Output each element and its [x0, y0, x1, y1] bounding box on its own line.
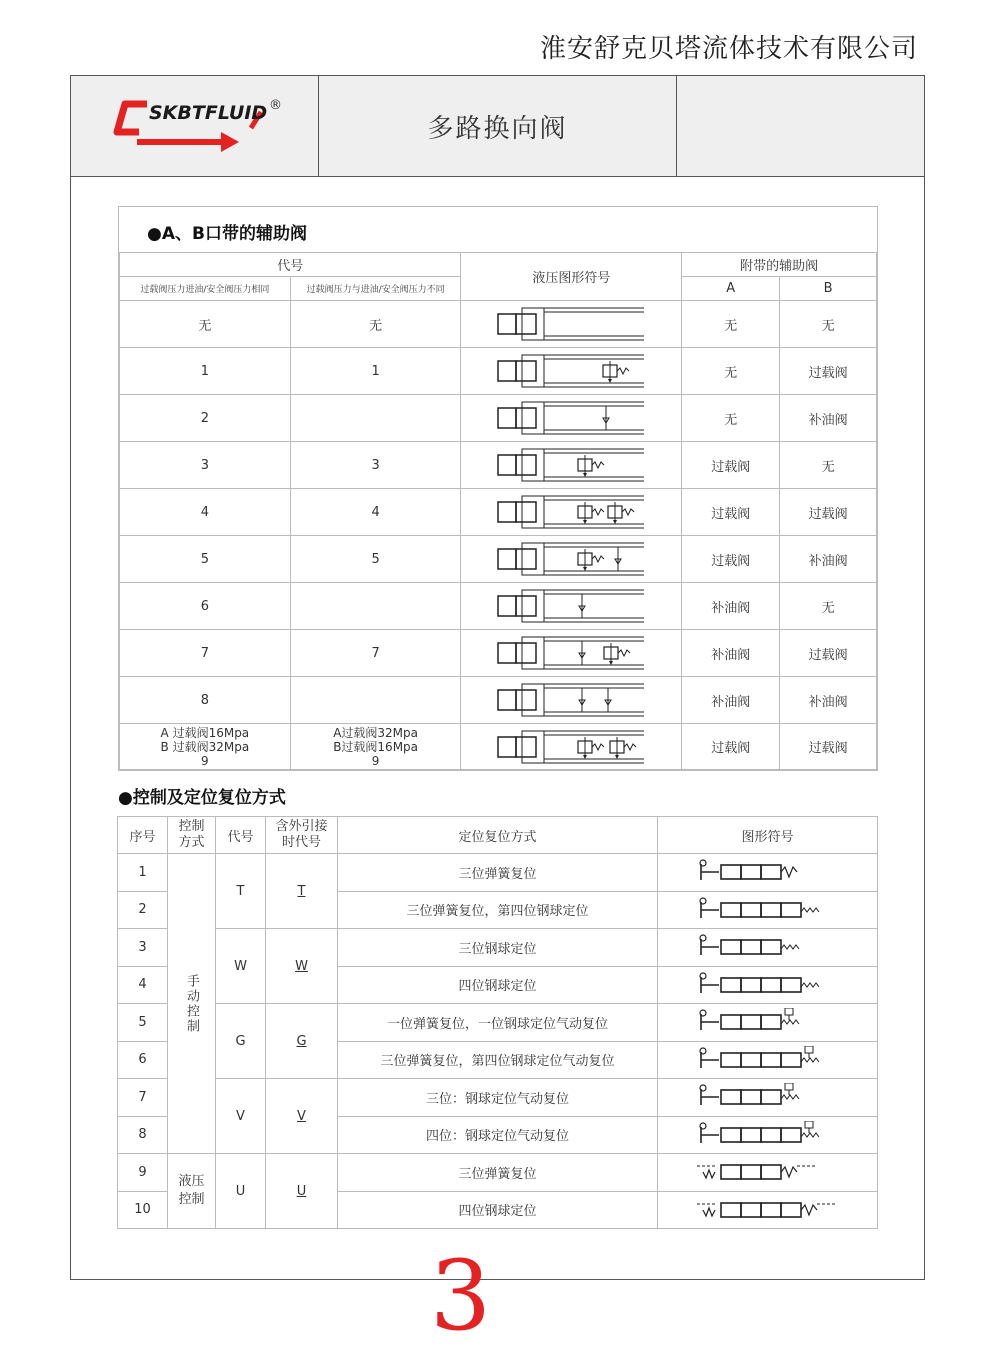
symbol-cell: [461, 395, 682, 442]
code-diff: 4: [290, 489, 461, 536]
row9-c1-line2: B 过载阀32Mpa: [160, 739, 250, 754]
aux-valve-section: [118, 206, 878, 771]
aux-valve-table: [119, 252, 877, 770]
hydraulic-control-cell: [168, 1154, 216, 1229]
ctrl-symbol-cell: [658, 1079, 878, 1117]
control-symbol-icon: [693, 1083, 843, 1111]
row-no: 3: [118, 929, 168, 967]
ext-code-cell: [266, 854, 338, 929]
aux-a: 过载阀: [682, 489, 780, 536]
company-name: 淮安舒克贝塔流体技术有限公司: [539, 34, 918, 64]
code-same: 无: [120, 301, 291, 348]
mode-cell: 一位弹簧复位，一位钢球定位气动复位: [338, 1004, 658, 1042]
aux-header: 附带的辅助阀: [682, 253, 877, 277]
port-a-header: A: [682, 277, 780, 301]
aux-b: 无: [780, 583, 877, 630]
code-diff: [290, 395, 461, 442]
registered-mark: ®: [269, 98, 282, 113]
code-same: 3: [120, 442, 291, 489]
code-same: 5: [120, 536, 291, 583]
aux-a: 补油阀: [682, 677, 780, 724]
no-header: 序号: [118, 817, 168, 854]
aux-row: [120, 583, 877, 630]
header-band: [71, 76, 924, 177]
hydraulic-symbol-icon: [496, 727, 646, 767]
ext-code-cell: [266, 1004, 338, 1079]
ext-code: U: [296, 1183, 307, 1199]
aux-a: 补油阀: [682, 630, 780, 677]
manual-control-cell: [168, 854, 216, 1154]
mode-cell: 三位弹簧复位，第四位钢球定位: [338, 891, 658, 929]
control-symbol-icon: [693, 1196, 843, 1224]
control-symbol-icon: [693, 971, 843, 999]
ctrl-symbol-cell: [658, 1154, 878, 1192]
row9-c2-line2: B过载阀16Mpa: [333, 739, 419, 754]
control-row: [118, 1154, 878, 1192]
aux-a: 无: [682, 301, 780, 348]
ctrl-header-text: 控制方式: [178, 819, 205, 850]
control-row: [118, 929, 878, 967]
control-row: [118, 1004, 878, 1042]
logo-text: SKBTFLUID: [149, 102, 268, 124]
aux-a: 过载阀: [682, 442, 780, 489]
code-diff: 1: [290, 348, 461, 395]
control-symbol-icon: [693, 1008, 843, 1036]
row9-c2-line3: 9: [371, 753, 380, 768]
control-symbol-icon: [693, 1121, 843, 1149]
ext-code: G: [296, 1033, 307, 1049]
row-no: 5: [118, 1004, 168, 1042]
ext-code: V: [297, 1108, 306, 1124]
aux-row: [120, 301, 877, 348]
row9-code-diff: [290, 724, 461, 770]
row-no: 7: [118, 1079, 168, 1117]
manual-control-label: 手动控制: [184, 973, 199, 1034]
hydraulic-control-label: 液压控制: [178, 1174, 205, 1207]
aux-b: 补油阀: [780, 677, 877, 724]
page-number: 3: [430, 1240, 492, 1352]
aux-row: [120, 489, 877, 536]
aux-b: 补油阀: [780, 395, 877, 442]
ctrl-symbol-cell: [658, 1116, 878, 1154]
aux-row: [120, 395, 877, 442]
ext-header-text: 含外引接时代号: [275, 819, 328, 850]
section1-title: ●A、B口带的辅助阀: [147, 224, 307, 244]
symbol-cell: [461, 536, 682, 583]
mode-cell: 三位弹簧复位，第四位钢球定位气动复位: [338, 1041, 658, 1079]
ctrl-symbol-cell: [658, 966, 878, 1004]
ext-code-cell: [266, 1079, 338, 1154]
code-cell: T: [216, 854, 266, 929]
ext-header: [266, 817, 338, 854]
mode-cell: 四位钢球定位: [338, 1191, 658, 1229]
ctrl-header: [168, 817, 216, 854]
code-same: 8: [120, 677, 291, 724]
hydraulic-symbol-icon: [496, 351, 646, 391]
aux-row: [120, 677, 877, 724]
row9-symbol: [461, 724, 682, 770]
code-header: 代号: [120, 253, 461, 277]
ctrl-symbol-cell: [658, 854, 878, 892]
aux-row: [120, 442, 877, 489]
aux-row: [120, 536, 877, 583]
ctrl-symbol-cell: [658, 1191, 878, 1229]
aux-b: 过载阀: [780, 348, 877, 395]
hydraulic-symbol-icon: [496, 586, 646, 626]
code-same: 6: [120, 583, 291, 630]
section2-title: ●控制及定位复位方式: [118, 788, 286, 808]
hydraulic-symbol-icon: [496, 398, 646, 438]
row9-b: 过载阀: [780, 724, 877, 770]
row9-a: 过载阀: [682, 724, 780, 770]
hydraulic-symbol-icon: [496, 492, 646, 532]
hydraulic-symbol-icon: [496, 539, 646, 579]
control-symbol-icon: [693, 858, 843, 886]
symbol-cell: [461, 489, 682, 536]
symbol-cell: [461, 583, 682, 630]
control-row: [118, 854, 878, 892]
aux-row: [120, 348, 877, 395]
symbol-cell: [461, 348, 682, 395]
mode-cell: 三位弹簧复位: [338, 854, 658, 892]
code-same: 7: [120, 630, 291, 677]
code-cell: W: [216, 929, 266, 1004]
hydraulic-symbol-icon: [496, 304, 646, 344]
port-b-header: B: [780, 277, 877, 301]
aux-b: 无: [780, 442, 877, 489]
symbol-cell: [461, 677, 682, 724]
ext-code-cell: [266, 929, 338, 1004]
mode-cell: 四位钢球定位: [338, 966, 658, 1004]
control-symbol-icon: [693, 1158, 843, 1186]
row-no: 9: [118, 1154, 168, 1192]
code-diff: 无: [290, 301, 461, 348]
control-row: [118, 1079, 878, 1117]
hydraulic-symbol-icon: [496, 680, 646, 720]
ext-code: T: [297, 883, 306, 899]
code-diff: 5: [290, 536, 461, 583]
aux-b: 过载阀: [780, 630, 877, 677]
aux-a: 补油阀: [682, 583, 780, 630]
ext-code: W: [295, 958, 308, 974]
mode-cell: 三位钢球定位: [338, 929, 658, 967]
row-no: 8: [118, 1116, 168, 1154]
row-no: 6: [118, 1041, 168, 1079]
aux-b: 无: [780, 301, 877, 348]
ctrl-symbol-cell: [658, 1041, 878, 1079]
aux-a: 无: [682, 395, 780, 442]
aux-a: 过载阀: [682, 536, 780, 583]
control-table: [117, 816, 878, 1229]
hydraulic-symbol-icon: [496, 633, 646, 673]
aux-a: 无: [682, 348, 780, 395]
symbol-cell: [461, 442, 682, 489]
mode-header: 定位复位方式: [338, 817, 658, 854]
ext-code-cell: [266, 1154, 338, 1229]
aux-b: 补油阀: [780, 536, 877, 583]
ctrl-symbol-cell: [658, 1004, 878, 1042]
row-no: 10: [118, 1191, 168, 1229]
mode-cell: 三位：钢球定位气动复位: [338, 1079, 658, 1117]
code-cell: U: [216, 1154, 266, 1229]
code-diff: [290, 677, 461, 724]
symbol-cell: [461, 301, 682, 348]
control-symbol-icon: [693, 933, 843, 961]
control-symbol-icon: [693, 1046, 843, 1074]
aux-row: [120, 630, 877, 677]
aux-b: 过载阀: [780, 489, 877, 536]
control-symbol-icon: [693, 896, 843, 924]
code-cell: G: [216, 1004, 266, 1079]
mode-cell: 四位：钢球定位气动复位: [338, 1116, 658, 1154]
logo-cell: [71, 76, 319, 176]
code-same: 1: [120, 348, 291, 395]
hydraulic-symbol-icon: [496, 445, 646, 485]
ctrl-symbol-cell: [658, 929, 878, 967]
code-diff: [290, 583, 461, 630]
code-same: 2: [120, 395, 291, 442]
code-cell: V: [216, 1079, 266, 1154]
code-header2: 代号: [216, 817, 266, 854]
row9-code-same: [120, 724, 291, 770]
code-same-header: 过载阀压力进油/安全阀压力相同: [120, 277, 291, 301]
sym-header: 图形符号: [658, 817, 878, 854]
brand-logo: [111, 98, 291, 158]
code-same: 4: [120, 489, 291, 536]
row-no: 1: [118, 854, 168, 892]
row-no: 4: [118, 966, 168, 1004]
ctrl-symbol-cell: [658, 891, 878, 929]
code-diff: 7: [290, 630, 461, 677]
symbol-header: 液压图形符号: [461, 253, 682, 301]
document-title: 多路换向阀: [319, 76, 677, 176]
row9-c1-line1: A 过载阀16Mpa: [160, 725, 250, 740]
header-blank-cell: [677, 76, 924, 176]
mode-cell: 三位弹簧复位: [338, 1154, 658, 1192]
row9-c2-line1: A过载阀32Mpa: [333, 725, 418, 740]
code-diff: 3: [290, 442, 461, 489]
row-no: 2: [118, 891, 168, 929]
row9-c1-line3: 9: [201, 753, 209, 768]
code-diff-header: 过载阀压力与进油/安全阀压力不同: [290, 277, 461, 301]
symbol-cell: [461, 630, 682, 677]
